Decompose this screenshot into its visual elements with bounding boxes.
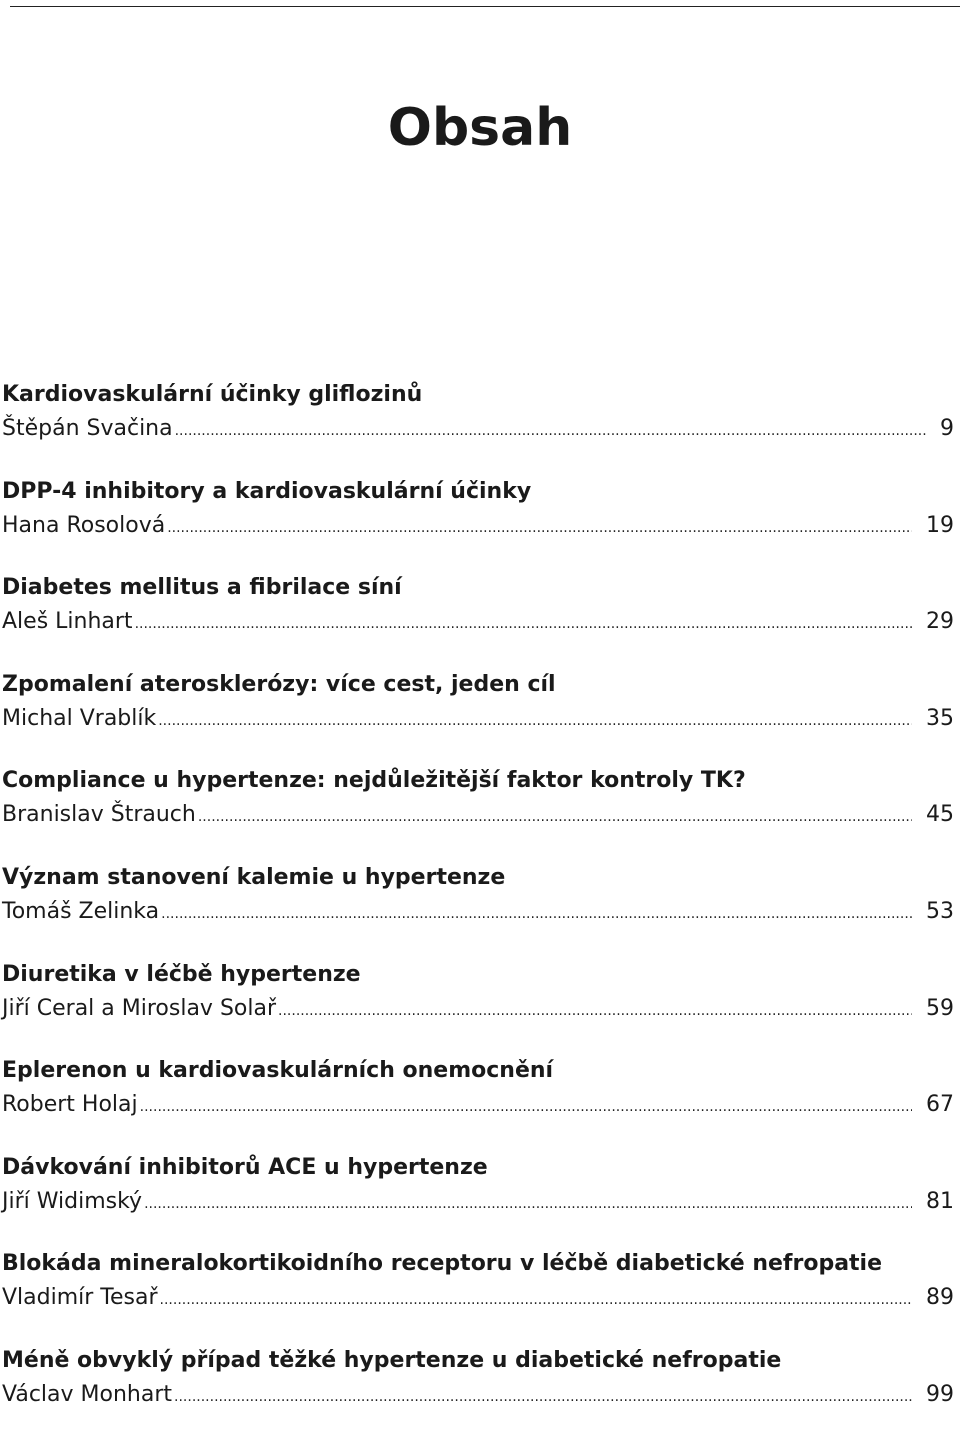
toc-entry-author: Václav Monhart bbox=[2, 1381, 173, 1407]
toc-entry-author: Tomáš Zelinka bbox=[2, 898, 160, 924]
table-of-contents bbox=[2, 378, 954, 1441]
toc-entry[interactable] bbox=[2, 571, 954, 668]
toc-entry[interactable] bbox=[2, 1054, 954, 1151]
dot-leader bbox=[160, 1283, 912, 1317]
toc-entry-line bbox=[2, 895, 954, 929]
dot-leader bbox=[278, 994, 912, 1028]
dot-leader bbox=[135, 607, 912, 641]
top-rule bbox=[10, 6, 960, 7]
toc-entry[interactable] bbox=[2, 1151, 954, 1248]
toc-entry[interactable] bbox=[2, 861, 954, 958]
dot-leader bbox=[161, 897, 912, 931]
toc-entry-page: 35 bbox=[926, 705, 954, 731]
toc-entry-title: Význam stanovení kalemie u hypertenze bbox=[2, 864, 506, 890]
toc-entry-title: Eplerenon u kardiovaskulárních onemocnění bbox=[2, 1058, 554, 1084]
toc-entry-page: 53 bbox=[926, 898, 954, 924]
toc-entry[interactable] bbox=[2, 1247, 954, 1344]
toc-entry-title: Kardiovaskulární účinky gliflozinů bbox=[2, 382, 423, 407]
toc-entry[interactable] bbox=[2, 764, 954, 861]
toc-entry-title: Compliance u hypertenze: nejdůležitější faktor kontroly TK? bbox=[2, 768, 746, 794]
toc-entry-page: 29 bbox=[926, 609, 954, 635]
toc-entry-line bbox=[2, 702, 954, 736]
toc-entry-page: 99 bbox=[926, 1381, 954, 1407]
page-title: Obsah bbox=[387, 98, 573, 158]
toc-entry[interactable] bbox=[2, 378, 954, 475]
toc-entry[interactable] bbox=[2, 958, 954, 1055]
dot-leader bbox=[144, 1187, 912, 1221]
dot-leader bbox=[198, 800, 912, 834]
toc-entry-author: Jiří Ceral a Miroslav Solař bbox=[2, 995, 277, 1021]
dot-leader bbox=[167, 511, 912, 545]
toc-entry[interactable] bbox=[2, 1344, 954, 1441]
toc-entry-line bbox=[2, 1378, 954, 1412]
toc-entry-line bbox=[2, 605, 954, 639]
toc-entry-title: DPP-4 inhibitory a kardiovaskulární účinky bbox=[2, 478, 532, 504]
toc-entry-author: Robert Holaj bbox=[2, 1092, 138, 1118]
toc-entry-page: 81 bbox=[926, 1188, 954, 1214]
toc-entry-line bbox=[2, 412, 954, 446]
dot-leader bbox=[140, 1090, 912, 1124]
toc-entry-line bbox=[2, 509, 954, 543]
toc-entry-page: 19 bbox=[926, 512, 954, 538]
toc-entry[interactable] bbox=[2, 668, 954, 765]
toc-entry-title: Zpomalení aterosklerózy: více cest, jeden cíl bbox=[2, 671, 556, 697]
toc-entry-author: Branislav Štrauch bbox=[2, 802, 196, 828]
toc-entry-title: Méně obvyklý případ těžké hypertenze u diabetické nefropatie bbox=[2, 1347, 782, 1373]
toc-entry-line bbox=[2, 1088, 954, 1122]
toc-entry-author: Michal Vrablík bbox=[2, 705, 157, 731]
toc-entry-author: Hana Rosolová bbox=[2, 512, 166, 538]
toc-entry-author: Aleš Linhart bbox=[2, 609, 133, 635]
toc-entry-author: Jiří Widimský bbox=[2, 1188, 143, 1214]
toc-entry-line bbox=[2, 992, 954, 1026]
toc-entry-page: 89 bbox=[926, 1285, 954, 1311]
dot-leader bbox=[175, 414, 926, 448]
toc-entry-author: Vladimír Tesař bbox=[2, 1285, 158, 1311]
toc-entry-title: Diabetes mellitus a fibrilace síní bbox=[2, 575, 402, 601]
toc-entry-title: Dávkování inhibitorů ACE u hypertenze bbox=[2, 1154, 488, 1180]
toc-entry-line bbox=[2, 798, 954, 832]
toc-entry-page: 45 bbox=[926, 802, 954, 828]
toc-entry-page: 59 bbox=[926, 995, 954, 1021]
toc-entry-line bbox=[2, 1185, 954, 1219]
dot-leader bbox=[158, 704, 912, 738]
toc-entry-page: 9 bbox=[940, 416, 954, 441]
toc-entry[interactable] bbox=[2, 475, 954, 572]
toc-entry-page: 67 bbox=[926, 1092, 954, 1118]
dot-leader bbox=[174, 1380, 912, 1414]
toc-entry-title: Diuretika v léčbě hypertenze bbox=[2, 961, 361, 987]
toc-entry-title: Blokáda mineralokortikoidního receptoru v léčbě diabetické nefropatie bbox=[2, 1251, 883, 1277]
toc-entry-author: Štěpán Svačina bbox=[2, 416, 173, 441]
toc-entry-line bbox=[2, 1281, 954, 1315]
